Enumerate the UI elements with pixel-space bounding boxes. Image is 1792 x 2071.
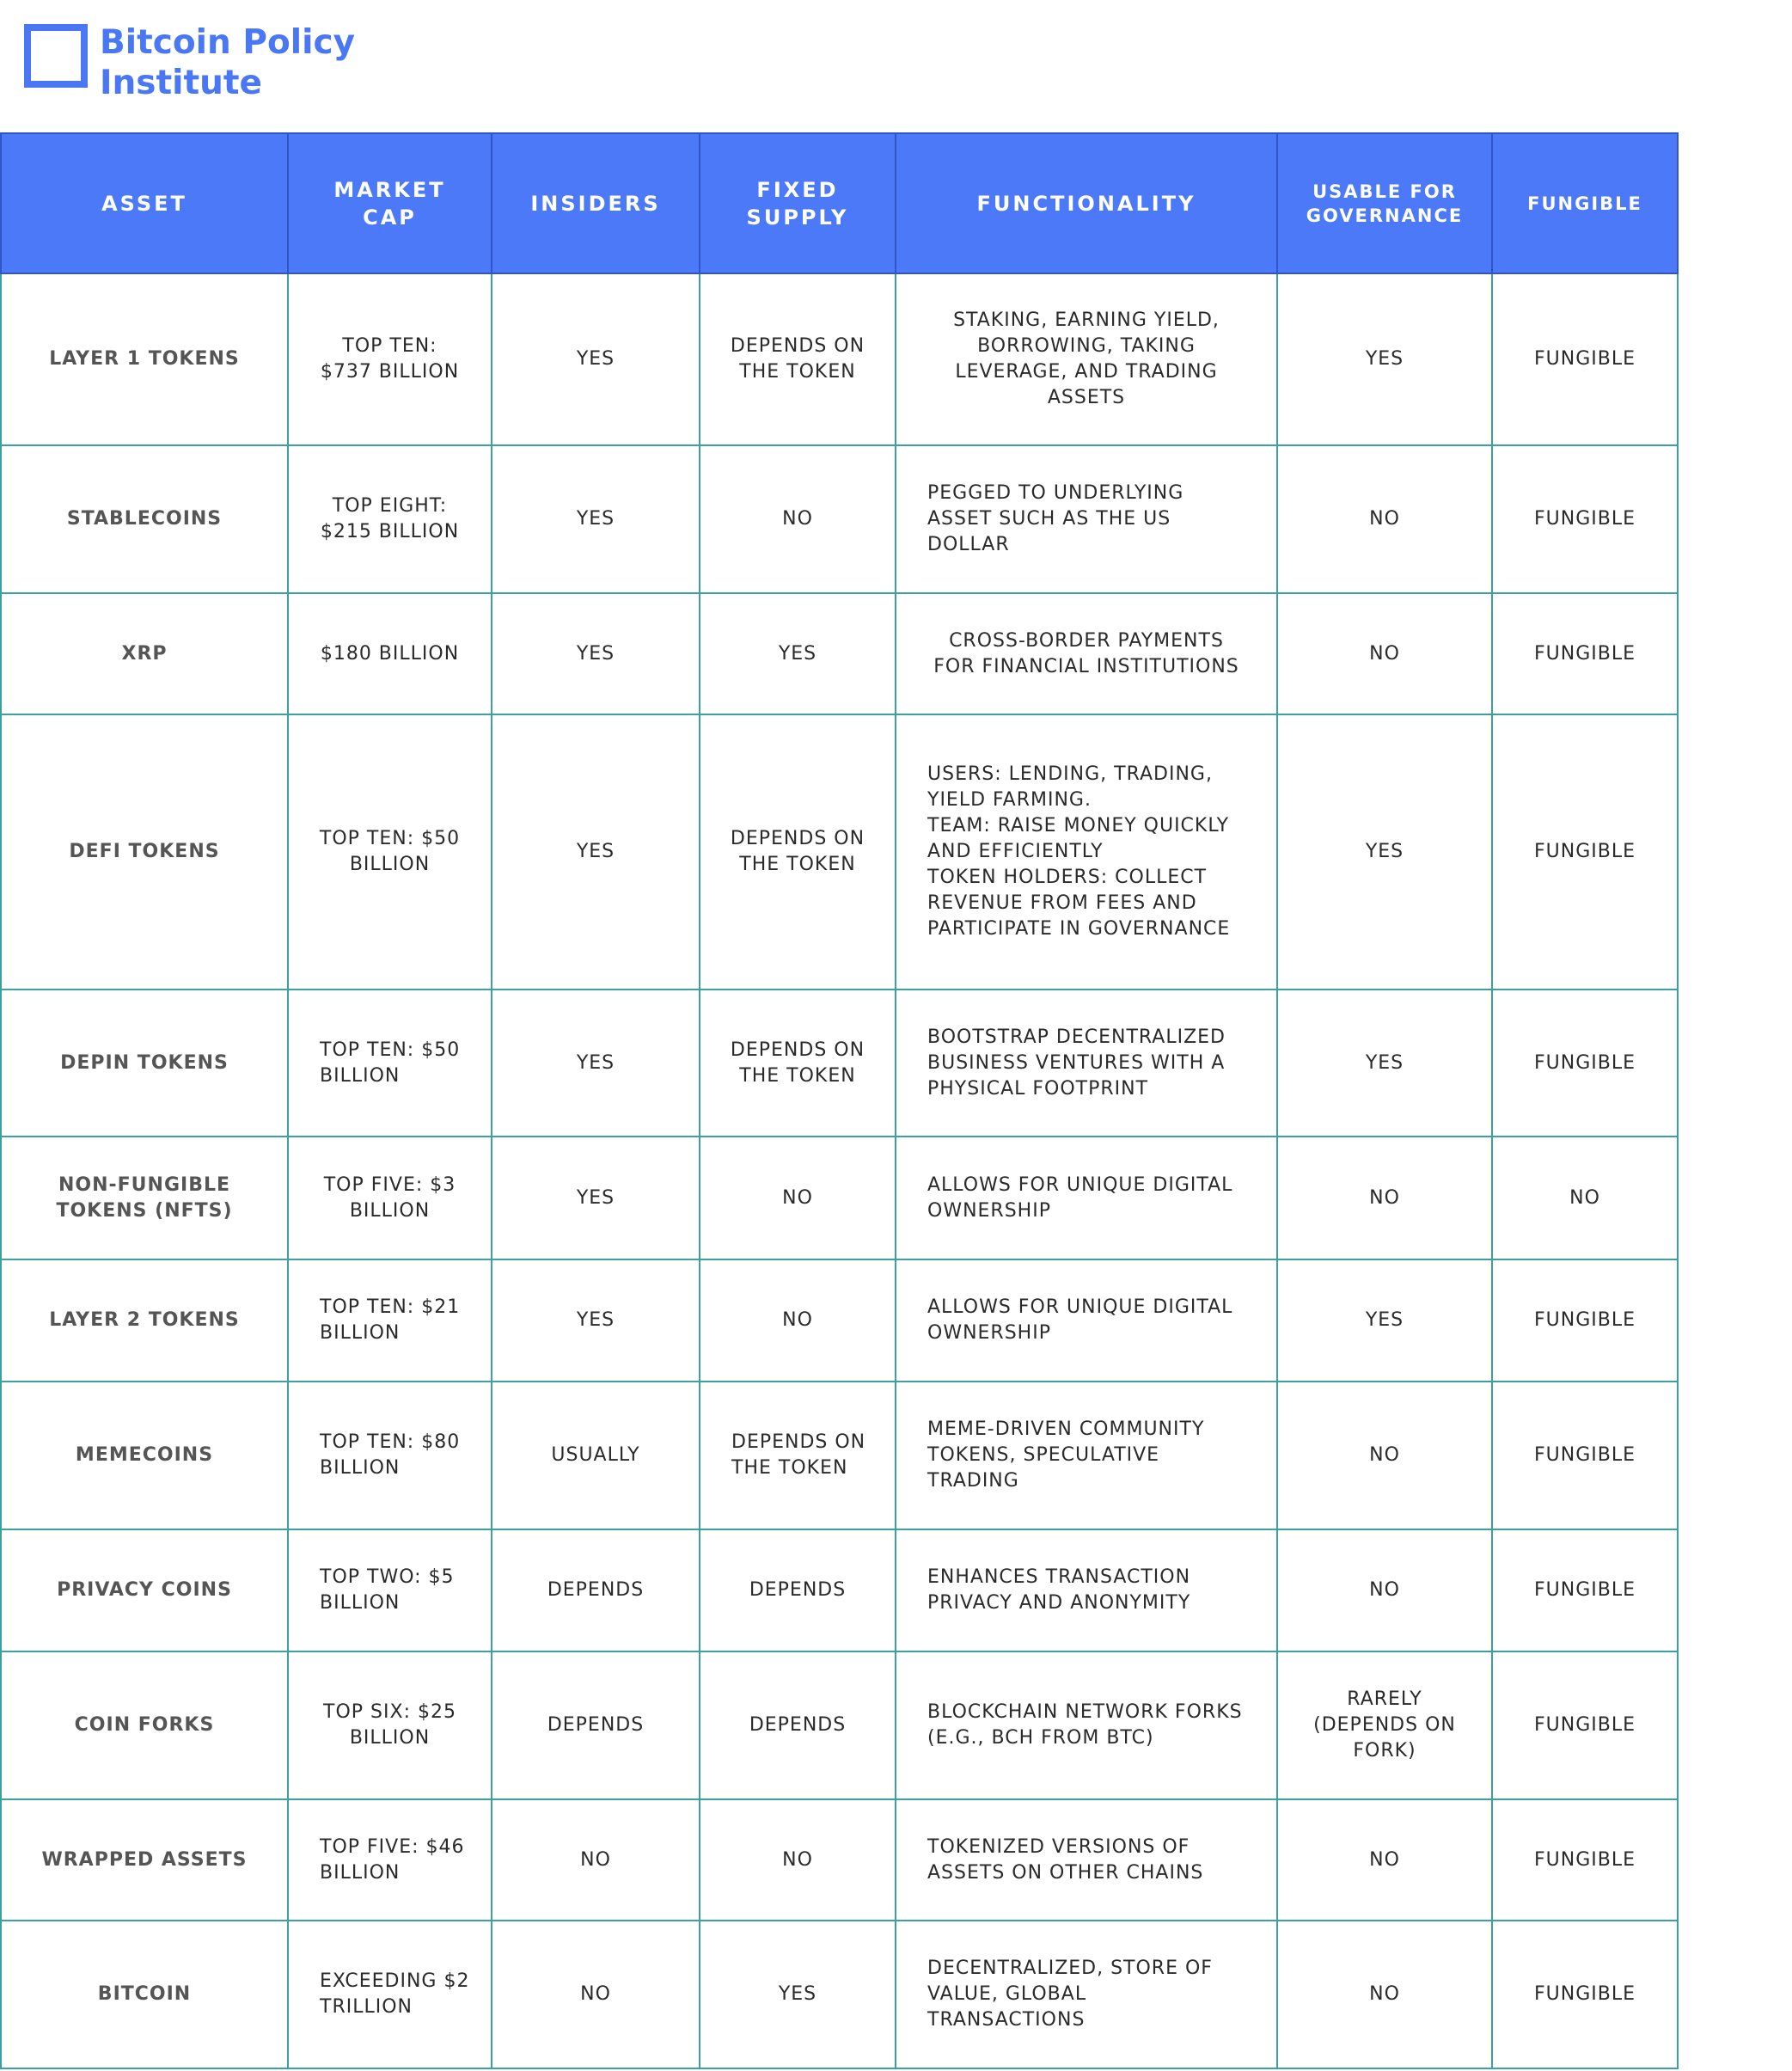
cell-governance: YES [1277, 714, 1492, 990]
cell-market-cap: $180 BILLION [288, 593, 492, 714]
header-row [1, 133, 1678, 273]
table-row [1, 1259, 1678, 1382]
cell-functionality: DECENTRALIZED, STORE OF VALUE, GLOBAL TRANSACTIONS [896, 1921, 1277, 2068]
cell-functionality: BOOTSTRAP DECENTRALIZED BUSINESS VENTURES WITH A PHYSICAL FOOTPRINT [896, 990, 1277, 1137]
table-row [1, 1137, 1678, 1259]
table-row [1, 1921, 1678, 2068]
cell-governance: YES [1277, 273, 1492, 445]
cell-fixed-supply: NO [700, 445, 896, 593]
asset-comparison-table [0, 132, 1679, 2069]
cell-fixed-supply: DEPENDS ON THE TOKEN [700, 273, 896, 445]
cell-fixed-supply: DEPENDS [700, 1529, 896, 1651]
cell-asset: LAYER 2 TOKENS [1, 1259, 288, 1382]
table-row [1, 1529, 1678, 1651]
table-row [1, 273, 1678, 445]
cell-fixed-supply: NO [700, 1137, 896, 1259]
brand-square-icon [24, 24, 88, 88]
cell-asset: DEFI TOKENS [1, 714, 288, 990]
cell-governance: NO [1277, 1529, 1492, 1651]
brand-name-line1: Bitcoin Policy [100, 23, 356, 62]
header-insiders: INSIDERS [492, 133, 700, 273]
brand-name-line2: Institute [100, 64, 263, 102]
cell-market-cap: EXCEEDING $2 TRILLION [288, 1921, 492, 2068]
cell-asset: MEMECOINS [1, 1382, 288, 1529]
cell-insiders: YES [492, 445, 700, 593]
cell-insiders: YES [492, 714, 700, 990]
cell-insiders: YES [492, 1137, 700, 1259]
cell-governance: NO [1277, 1137, 1492, 1259]
cell-functionality: ALLOWS FOR UNIQUE DIGITAL OWNERSHIP [896, 1137, 1277, 1259]
cell-fungible: FUNGIBLE [1492, 1382, 1678, 1529]
cell-fungible: FUNGIBLE [1492, 1529, 1678, 1651]
cell-fixed-supply: DEPENDS ON THE TOKEN [700, 990, 896, 1137]
cell-functionality: ALLOWS FOR UNIQUE DIGITAL OWNERSHIP [896, 1259, 1277, 1382]
cell-market-cap: TOP TEN: $737 BILLION [288, 273, 492, 445]
cell-fungible: FUNGIBLE [1492, 1259, 1678, 1382]
cell-fixed-supply: DEPENDS ON THE TOKEN [700, 1382, 896, 1529]
cell-fungible: FUNGIBLE [1492, 273, 1678, 445]
cell-insiders: NO [492, 1921, 700, 2068]
cell-asset: BITCOIN [1, 1921, 288, 2068]
cell-governance: NO [1277, 1799, 1492, 1921]
cell-fixed-supply: DEPENDS ON THE TOKEN [700, 714, 896, 990]
cell-insiders: DEPENDS [492, 1529, 700, 1651]
cell-market-cap: TOP TEN: $21 BILLION [288, 1259, 492, 1382]
cell-asset: NON-FUNGIBLE TOKENS (NFTS) [1, 1137, 288, 1259]
cell-asset: DEPIN TOKENS [1, 990, 288, 1137]
header-fungible: FUNGIBLE [1492, 133, 1678, 273]
cell-market-cap: TOP TEN: $50 BILLION [288, 714, 492, 990]
cell-fixed-supply: NO [700, 1799, 896, 1921]
header-asset: ASSET [1, 133, 288, 273]
table-row [1, 990, 1678, 1137]
cell-functionality: TOKENIZED VERSIONS OF ASSETS ON OTHER CHAINS [896, 1799, 1277, 1921]
cell-fungible: FUNGIBLE [1492, 1651, 1678, 1799]
cell-functionality: CROSS-BORDER PAYMENTS FOR FINANCIAL INSTITUTIONS [896, 593, 1277, 714]
cell-fixed-supply: DEPENDS [700, 1651, 896, 1799]
cell-asset: WRAPPED ASSETS [1, 1799, 288, 1921]
cell-governance: NO [1277, 1382, 1492, 1529]
cell-market-cap: TOP TEN: $50 BILLION [288, 990, 492, 1137]
header-fixed-supply: FIXED SUPPLY [700, 133, 896, 273]
cell-asset: LAYER 1 TOKENS [1, 273, 288, 445]
cell-market-cap: TOP FIVE: $3 BILLION [288, 1137, 492, 1259]
cell-functionality: USERS: LENDING, TRADING, YIELD FARMING. TEAM: RAISE MONEY QUICKLY AND EFFICIENTLY TOKEN HOLDERS: COLLECT REVENUE FROM FEES AND PARTICIPATE IN GOVERNANCE [896, 714, 1277, 990]
cell-insiders: YES [492, 273, 700, 445]
cell-market-cap: TOP TEN: $80 BILLION [288, 1382, 492, 1529]
cell-functionality: MEME-DRIVEN COMMUNITY TOKENS, SPECULATIVE TRADING [896, 1382, 1277, 1529]
brand-logo [24, 24, 355, 103]
cell-asset: COIN FORKS [1, 1651, 288, 1799]
cell-governance: NO [1277, 1921, 1492, 2068]
table-row [1, 1799, 1678, 1921]
cell-governance: YES [1277, 990, 1492, 1137]
table-row [1, 1651, 1678, 1799]
cell-asset: XRP [1, 593, 288, 714]
header-usable-for-governance: USABLE FOR GOVERNANCE [1277, 133, 1492, 273]
cell-fungible: NO [1492, 1137, 1678, 1259]
cell-insiders: DEPENDS [492, 1651, 700, 1799]
cell-fungible: FUNGIBLE [1492, 990, 1678, 1137]
table-row [1, 593, 1678, 714]
cell-fungible: FUNGIBLE [1492, 714, 1678, 990]
cell-functionality: ENHANCES TRANSACTION PRIVACY AND ANONYMITY [896, 1529, 1277, 1651]
cell-functionality: PEGGED TO UNDERLYING ASSET SUCH AS THE US DOLLAR [896, 445, 1277, 593]
cell-fixed-supply: YES [700, 1921, 896, 2068]
cell-governance: NO [1277, 593, 1492, 714]
cell-market-cap: TOP FIVE: $46 BILLION [288, 1799, 492, 1921]
cell-governance: RARELY (DEPENDS ON FORK) [1277, 1651, 1492, 1799]
cell-insiders: USUALLY [492, 1382, 700, 1529]
cell-fixed-supply: NO [700, 1259, 896, 1382]
cell-insiders: YES [492, 1259, 700, 1382]
cell-asset: STABLECOINS [1, 445, 288, 593]
cell-functionality: STAKING, EARNING YIELD, BORROWING, TAKING LEVERAGE, AND TRADING ASSETS [896, 273, 1277, 445]
cell-governance: YES [1277, 1259, 1492, 1382]
header-functionality: FUNCTIONALITY [896, 133, 1277, 273]
cell-functionality: BLOCKCHAIN NETWORK FORKS (E.G., BCH FROM BTC) [896, 1651, 1277, 1799]
cell-insiders: NO [492, 1799, 700, 1921]
header-market-cap: MARKET CAP [288, 133, 492, 273]
cell-fungible: FUNGIBLE [1492, 1921, 1678, 2068]
cell-fixed-supply: YES [700, 593, 896, 714]
cell-governance: NO [1277, 445, 1492, 593]
cell-market-cap: TOP SIX: $25 BILLION [288, 1651, 492, 1799]
cell-insiders: YES [492, 990, 700, 1137]
brand-name [100, 22, 355, 103]
cell-fungible: FUNGIBLE [1492, 445, 1678, 593]
cell-asset: PRIVACY COINS [1, 1529, 288, 1651]
cell-fungible: FUNGIBLE [1492, 1799, 1678, 1921]
cell-market-cap: TOP EIGHT: $215 BILLION [288, 445, 492, 593]
cell-fungible: FUNGIBLE [1492, 593, 1678, 714]
table-row [1, 714, 1678, 990]
cell-insiders: YES [492, 593, 700, 714]
table-row [1, 445, 1678, 593]
cell-market-cap: TOP TWO: $5 BILLION [288, 1529, 492, 1651]
table-row [1, 1382, 1678, 1529]
